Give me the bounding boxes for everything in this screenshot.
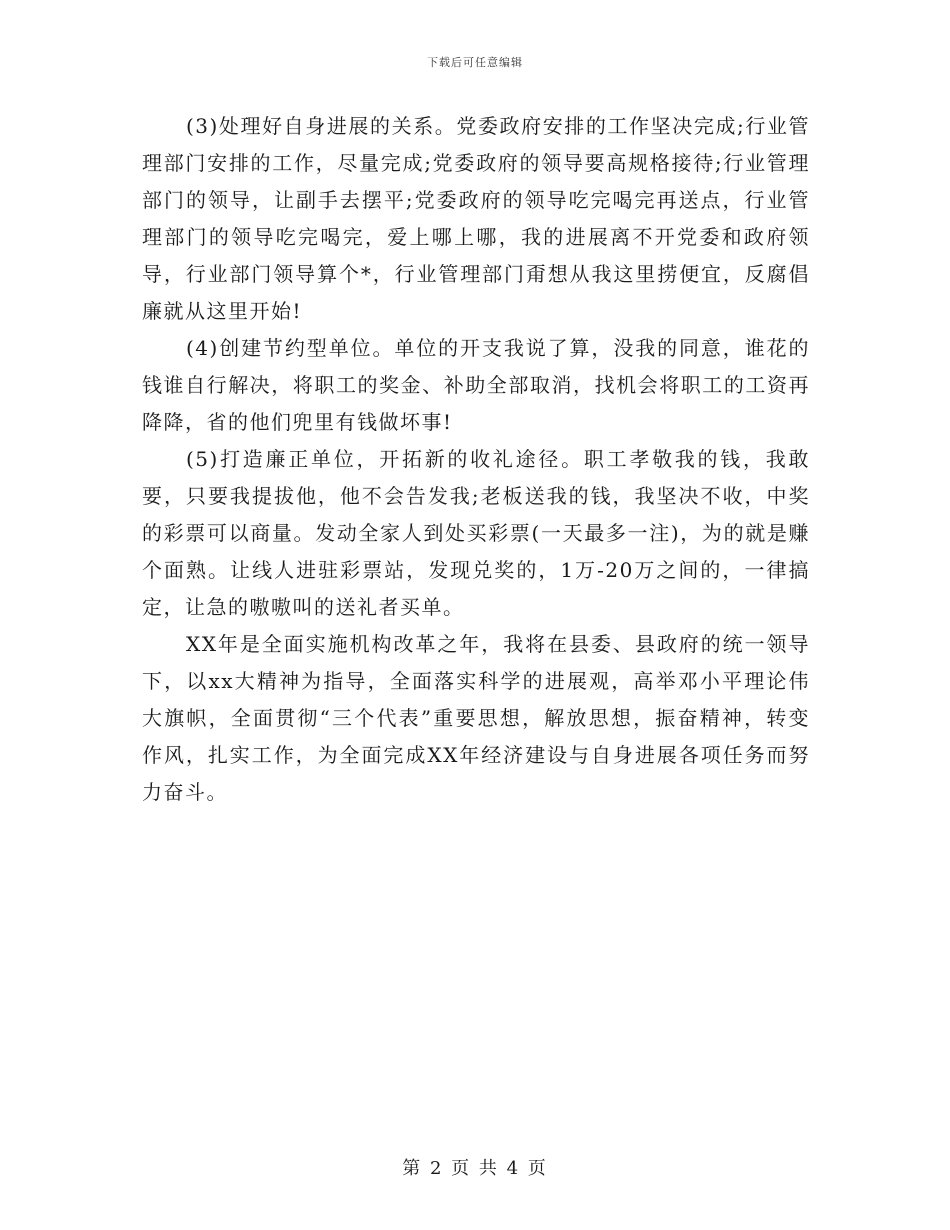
page-number: 第 2 页 共 4 页 [402, 1158, 548, 1179]
paragraph-4: (4)创建节约型单位。单位的开支我说了算，没我的同意，谁花的钱谁自行解决，将职工的奖金、补助全部取消，找机会将职工的工资再降降，省的他们兜里有钱做坏事! [142, 336, 810, 434]
paragraph-5: (5)打造廉正单位，开拓新的收礼途径。职工孝敬我的钱，我敢要，只要我提拔他，他不会告发我;老板送我的钱，我坚决不收，中奖的彩票可以商量。发动全家人到处买彩票(一天最多一注)，为的就是赚个面熟。让线人进驻彩票站，发现兑奖的，1万-20万之间的，一律搞定，让急的嗷嗷叫的送礼者买单。 [142, 447, 810, 619]
paragraph-conclusion: XX年是全面实施机构改革之年，我将在县委、县政府的统一领导下，以xx大精神为指导，全面落实科学的进展观，高举邓小平理论伟大旗帜，全面贯彻“三个代表”重要思想，解放思想，振奋精神，转变作风，扎实工作，为全面完成XX年经济建设与自身进展各项任务而努力奋斗。 [142, 632, 810, 804]
page-header: 下载后可任意编辑 [427, 56, 523, 69]
paragraph-3: (3)处理好自身进展的关系。党委政府安排的工作坚决完成;行业管理部门安排的工作，尽量完成;党委政府的领导要高规格接待;行业管理部门的领导，让副手去摆平;党委政府的领导吃完喝完再送点，行业管理部门的领导吃完喝完，爱上哪上哪，我的进展离不开党委和政府领导，行业部门领导算个*，行业管理部门甭想从我这里捞便宜，反腐倡廉就从这里开始! [142, 114, 810, 323]
document-body [142, 108, 810, 811]
